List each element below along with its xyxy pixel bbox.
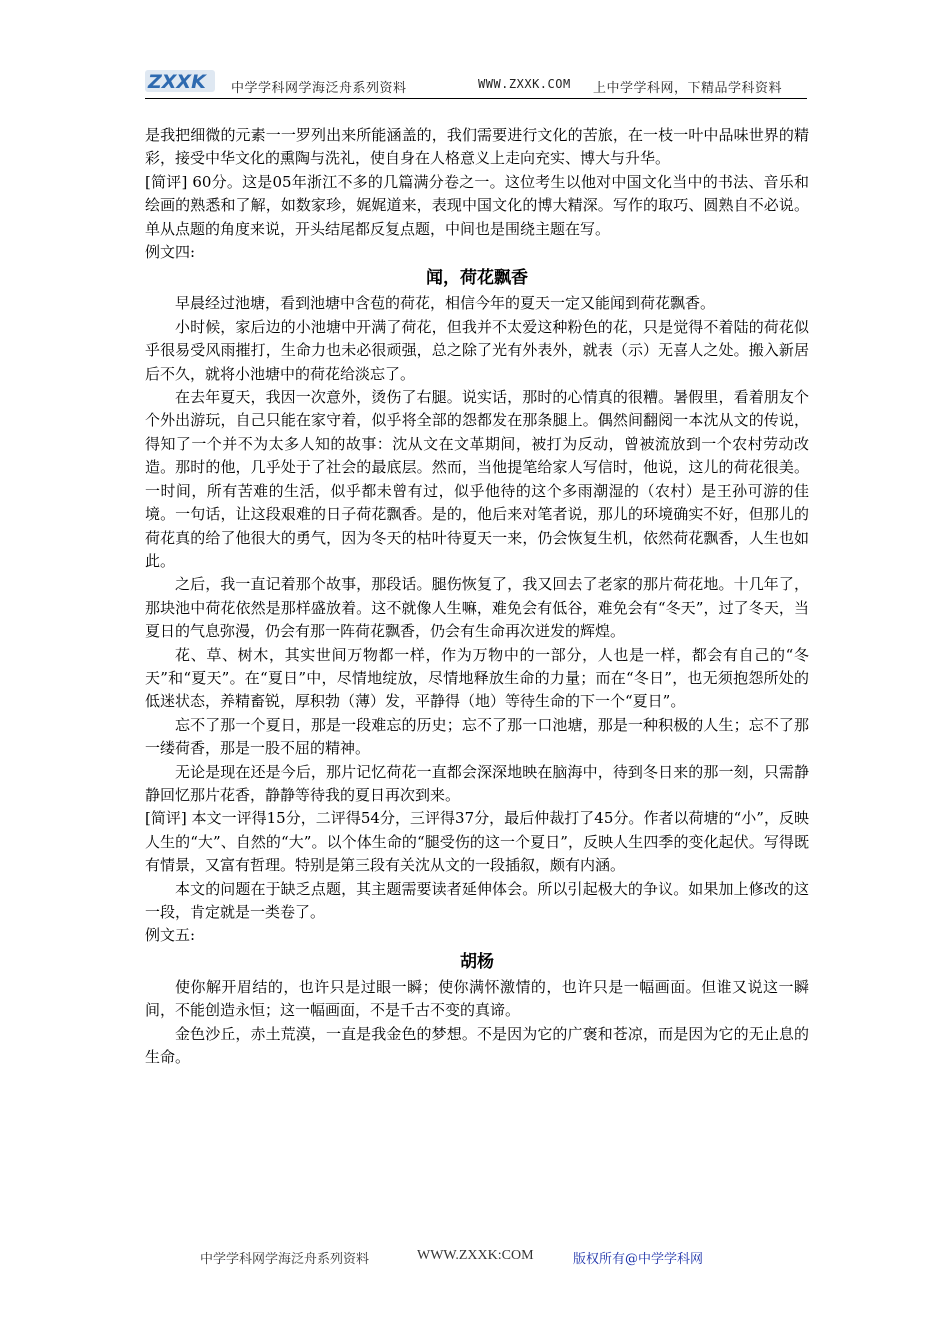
paragraph: 金色沙丘，赤土荒漠，一直是我金色的梦想。不是因为它的广褒和苍凉，而是因为它的无止息的生命。: [145, 1024, 809, 1067]
review-note: [简评] 本文一评得15分，二评得54分，三评得37分，最后仲裁打了45分。作者以荷塘的“小”，反映人生的“大”、自然的“大”。以个体生命的“腿受伤的这一个夏日”，反映人生四季的变化起伏。写得既有情景，又富有哲理。特别是第三段有关沈从文的一段插叙，颇有内涵。: [145, 809, 809, 875]
essay-title: 闻，荷花飘香: [426, 268, 528, 289]
footer-copyright-link[interactable]: 版权所有@中学学科网: [573, 1252, 704, 1267]
paragraph: 之后，我一直记着那个故事，那段话。腿伤恢复了，我又回去了老家的那片荷花地。十几年了，那块池中荷花依然是那样盛放着。这不就像人生嘛，难免会有低谷，难免会有“冬天”，过了冬天，当夏日的气息弥漫，仍会有那一阵荷花飘香，仍会有生命再次迸发的辉煌。: [145, 575, 809, 641]
paragraph: 使你解开眉结的，也许只是过眼一瞬；使你满怀激情的，也许只是一幅画面。但谁又说这一瞬间，不能创造永恒；这一幅画面，不是千古不变的真谛。: [145, 977, 809, 1020]
header-series-text: 中学学科网学海泛舟系列资料: [231, 81, 407, 96]
zxxk-logo: [145, 68, 215, 94]
paragraph: 在去年夏天，我因一次意外，烫伤了右腿。说实话，那时的心情真的很糟。暑假里，看着朋友个个外出游玩，自己只能在家守着，似乎将全部的怨都发在那条腿上。偶然间翻阅一本沈从文的传说，得知了一个并不为太多人知的故事：沈从文在文革期间，被打为反动，曾被流放到一个农村劳动改造。那时的他，几乎处于了社会的最底层。然而，当他提笔给家人写信时，他说，这儿的荷花很美。一时间，所有苦难的生活，似乎都未曾有过，似乎他待的这个多雨潮湿的（农村）是王孙可游的佳境。一句话，让这段艰难的日子荷花飘香。是的，他后来对笔者说，那儿的环境确实不好，但那儿的荷花真的给了他很大的勇气，因为冬天的枯叶待夏天一来，仍会恢复生机，依然荷花飘香，人生也如此。: [145, 388, 809, 570]
example-label: 例文四:: [145, 243, 196, 262]
paragraph: 无论是现在还是今后，那片记忆荷花一直都会深深地映在脑海中，待到冬日来的那一刻，只需静静回忆那片花香，静静等待我的夏日再次到来。: [145, 762, 809, 804]
review-note: [简评] 60分。这是05年浙江不多的几篇满分卷之一。这位考生以他对中国文化当中的书法、音乐和绘画的熟悉和了解，如数家珍，娓娓道来，表现中国文化的博大精深。写作的取巧、圆熟自不必说。单从点题的角度来说，开头结尾都反复点题，中间也是围绕主题在写。: [145, 172, 809, 238]
paragraph: 是我把细微的元素一一罗列出来所能涵盖的，我们需要进行文化的苦旅，在一枝一叶中品味世界的精彩，接受中华文化的熏陶与洗礼，使自身在人格意义上走向充实、博大与升华。: [145, 126, 809, 168]
svg-text:ZXXK: ZXXK: [148, 71, 206, 93]
essay-title: 胡杨: [460, 951, 494, 972]
page-header: [145, 68, 807, 99]
paragraph: 小时候，家后边的小池塘中开满了荷花，但我并不太爱这种粉色的花，只是觉得不着陆的荷花似乎很易受风雨摧打，生命力也未必很顽强，总之除了光有外表外，就表（示）无喜人之处。搬入新居后不久，就将小池塘中的荷花给淡忘了。: [145, 317, 809, 383]
header-url[interactable]: WWW.ZXXK.COM: [478, 77, 571, 91]
document-body: [145, 124, 809, 1069]
header-slogan: 上中学学科网，下精品学科资料: [593, 81, 783, 96]
footer-url[interactable]: WWW.ZXXK:COM: [417, 1248, 534, 1263]
paragraph: 花、草、树木，其实世间万物都一样，作为万物中的一部分，人也是一样，都会有自己的“冬天”和“夏天”。在“夏日”中，尽情地绽放，尽情地释放生命的力量；而在“冬日”，也无须抱怨所处的低迷状态，养精畜锐，厚积勃（薄）发，平静得（地）等待生命的下一个“夏日”。: [145, 645, 809, 711]
paragraph: 本文的问题在于缺乏点题，其主题需要读者延伸体会。所以引起极大的争议。如果加上修改的这一段，肯定就是一类卷了。: [145, 879, 809, 921]
example-label: 例文五:: [145, 926, 196, 945]
paragraph: 忘不了那一个夏日，那是一段难忘的历史；忘不了那一口池塘，那是一种积极的人生；忘不了那一缕荷香，那是一股不屈的精神。: [145, 715, 809, 758]
footer-series-text: 中学学科网学海泛舟系列资料: [200, 1252, 370, 1267]
paragraph: 早晨经过池塘，看到池塘中含苞的荷花，相信今年的夏天一定又能闻到荷花飘香。: [175, 294, 716, 313]
